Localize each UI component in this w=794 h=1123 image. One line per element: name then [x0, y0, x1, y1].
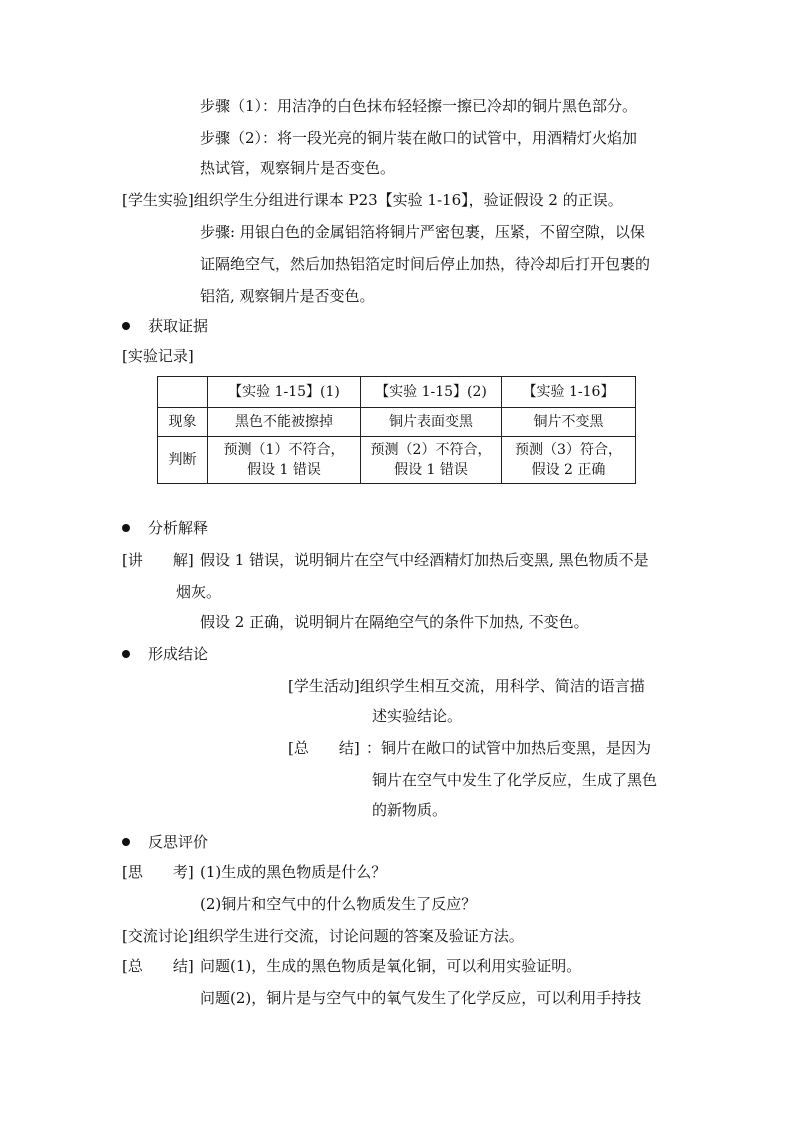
- discuss-line: [交流讨论]组织学生进行交流，讨论问题的答案及验证方法。: [122, 927, 524, 945]
- table-cell: 铜片表面变黑: [361, 408, 502, 437]
- summary1-line-a: ：铜片在敞口的试管中加热后变黑，是因为: [366, 739, 652, 757]
- step1-line: 步骤（1）：用洁净的白色抹布轻轻擦一擦已冷却的铜片黑色部分。: [200, 97, 638, 115]
- table-header-row: [158, 377, 636, 408]
- heading-conclusion: 形成结论: [148, 645, 209, 663]
- cell-line: 预测（2）不符合，: [370, 442, 492, 458]
- heading-reflect: 反思评价: [148, 833, 209, 851]
- step3-line-c: 铝箔, 观察铜片是否变色。: [200, 287, 375, 305]
- step3-line-a: 步骤: 用银白色的金属铝箔将铜片严密包裹，压紧，不留空隙，以保: [200, 223, 645, 241]
- explain-tag: [讲 解]: [122, 551, 194, 569]
- activity-line-b: 述实验结论。: [372, 707, 463, 725]
- table-cell: [502, 437, 636, 484]
- explain-line-a: 假设 1 错误，说明铜片在空气中经酒精灯加热后变黑, 黑色物质不是: [200, 551, 649, 569]
- table-row: [158, 437, 636, 484]
- heading-analysis: 分析解释: [148, 519, 209, 537]
- step2-line-a: 步骤（2）：将一段光亮的铜片装在敞口的试管中，用酒精灯火焰加: [200, 129, 638, 147]
- table-header-cell: 【实验 1-16】: [502, 377, 636, 408]
- explain-line-b: 烟灰。: [176, 583, 222, 601]
- cell-line: 假设 1 错误: [394, 462, 468, 478]
- summary1-tag: [总 结]: [288, 739, 360, 757]
- step2-line-b: 热试管，观察铜片是否变色。: [200, 159, 396, 177]
- think-line-a: (1)生成的黑色物质是什么？: [200, 863, 387, 881]
- cell-line: 预测（1）不符合，: [223, 442, 345, 458]
- summary1-line-b: 铜片在空气中发生了化学反应，生成了黑色: [372, 771, 658, 789]
- bullet-dot-icon: [122, 322, 130, 330]
- table-header-cell: 【实验 1-15】(1): [208, 377, 361, 408]
- table-cell: 黑色不能被擦掉: [208, 408, 361, 437]
- summary2-tag: [总 结]: [122, 957, 194, 975]
- cell-line: 假设 2 正确: [531, 462, 606, 478]
- experiment-record-table: [157, 376, 636, 484]
- student-experiment-line: [学生实验]组织学生分组进行课本 P23【实验 1-16】，验证假设 2 的正误。: [122, 191, 623, 209]
- think-tag: [思 考]: [122, 863, 194, 881]
- think-line-b: (2)铜片和空气中的什么物质发生了反应？: [200, 895, 477, 913]
- activity-line-a: [学生活动]组织学生相互交流，用科学、简洁的语言描: [288, 677, 645, 695]
- row-label: 现象: [158, 408, 208, 437]
- summary2-line-a: 问题(1)，生成的黑色物质是氧化铜，可以利用实验证明。: [200, 957, 582, 975]
- table-header-cell: [158, 377, 208, 408]
- summary1-line-c: 的新物质。: [372, 801, 448, 819]
- cell-line: 假设 1 错误: [247, 462, 321, 478]
- table-header-cell: 【实验 1-15】(2): [361, 377, 502, 408]
- summary2-line-b: 问题(2)，铜片是与空气中的氧气发生了化学反应，可以利用手持技: [200, 989, 642, 1007]
- table-cell: 铜片不变黑: [502, 408, 636, 437]
- table-cell: [208, 437, 361, 484]
- bullet-dot-icon: [122, 838, 130, 846]
- step3-line-b: 证隔绝空气，然后加热铝箔定时间后停止加热，待冷却后打开包裹的: [200, 255, 651, 273]
- row-label: 判断: [158, 437, 208, 484]
- cell-line: 预测（3）符合，: [515, 442, 622, 458]
- experiment-record-label: [实验记录]: [122, 347, 194, 365]
- table-cell: [361, 437, 502, 484]
- bullet-dot-icon: [122, 650, 130, 658]
- table-row: [158, 408, 636, 437]
- explain-line-c: 假设 2 正确，说明铜片在隔绝空气的条件下加热, 不变色。: [200, 613, 589, 631]
- heading-evidence: 获取证据: [148, 317, 209, 335]
- bullet-dot-icon: [122, 524, 130, 532]
